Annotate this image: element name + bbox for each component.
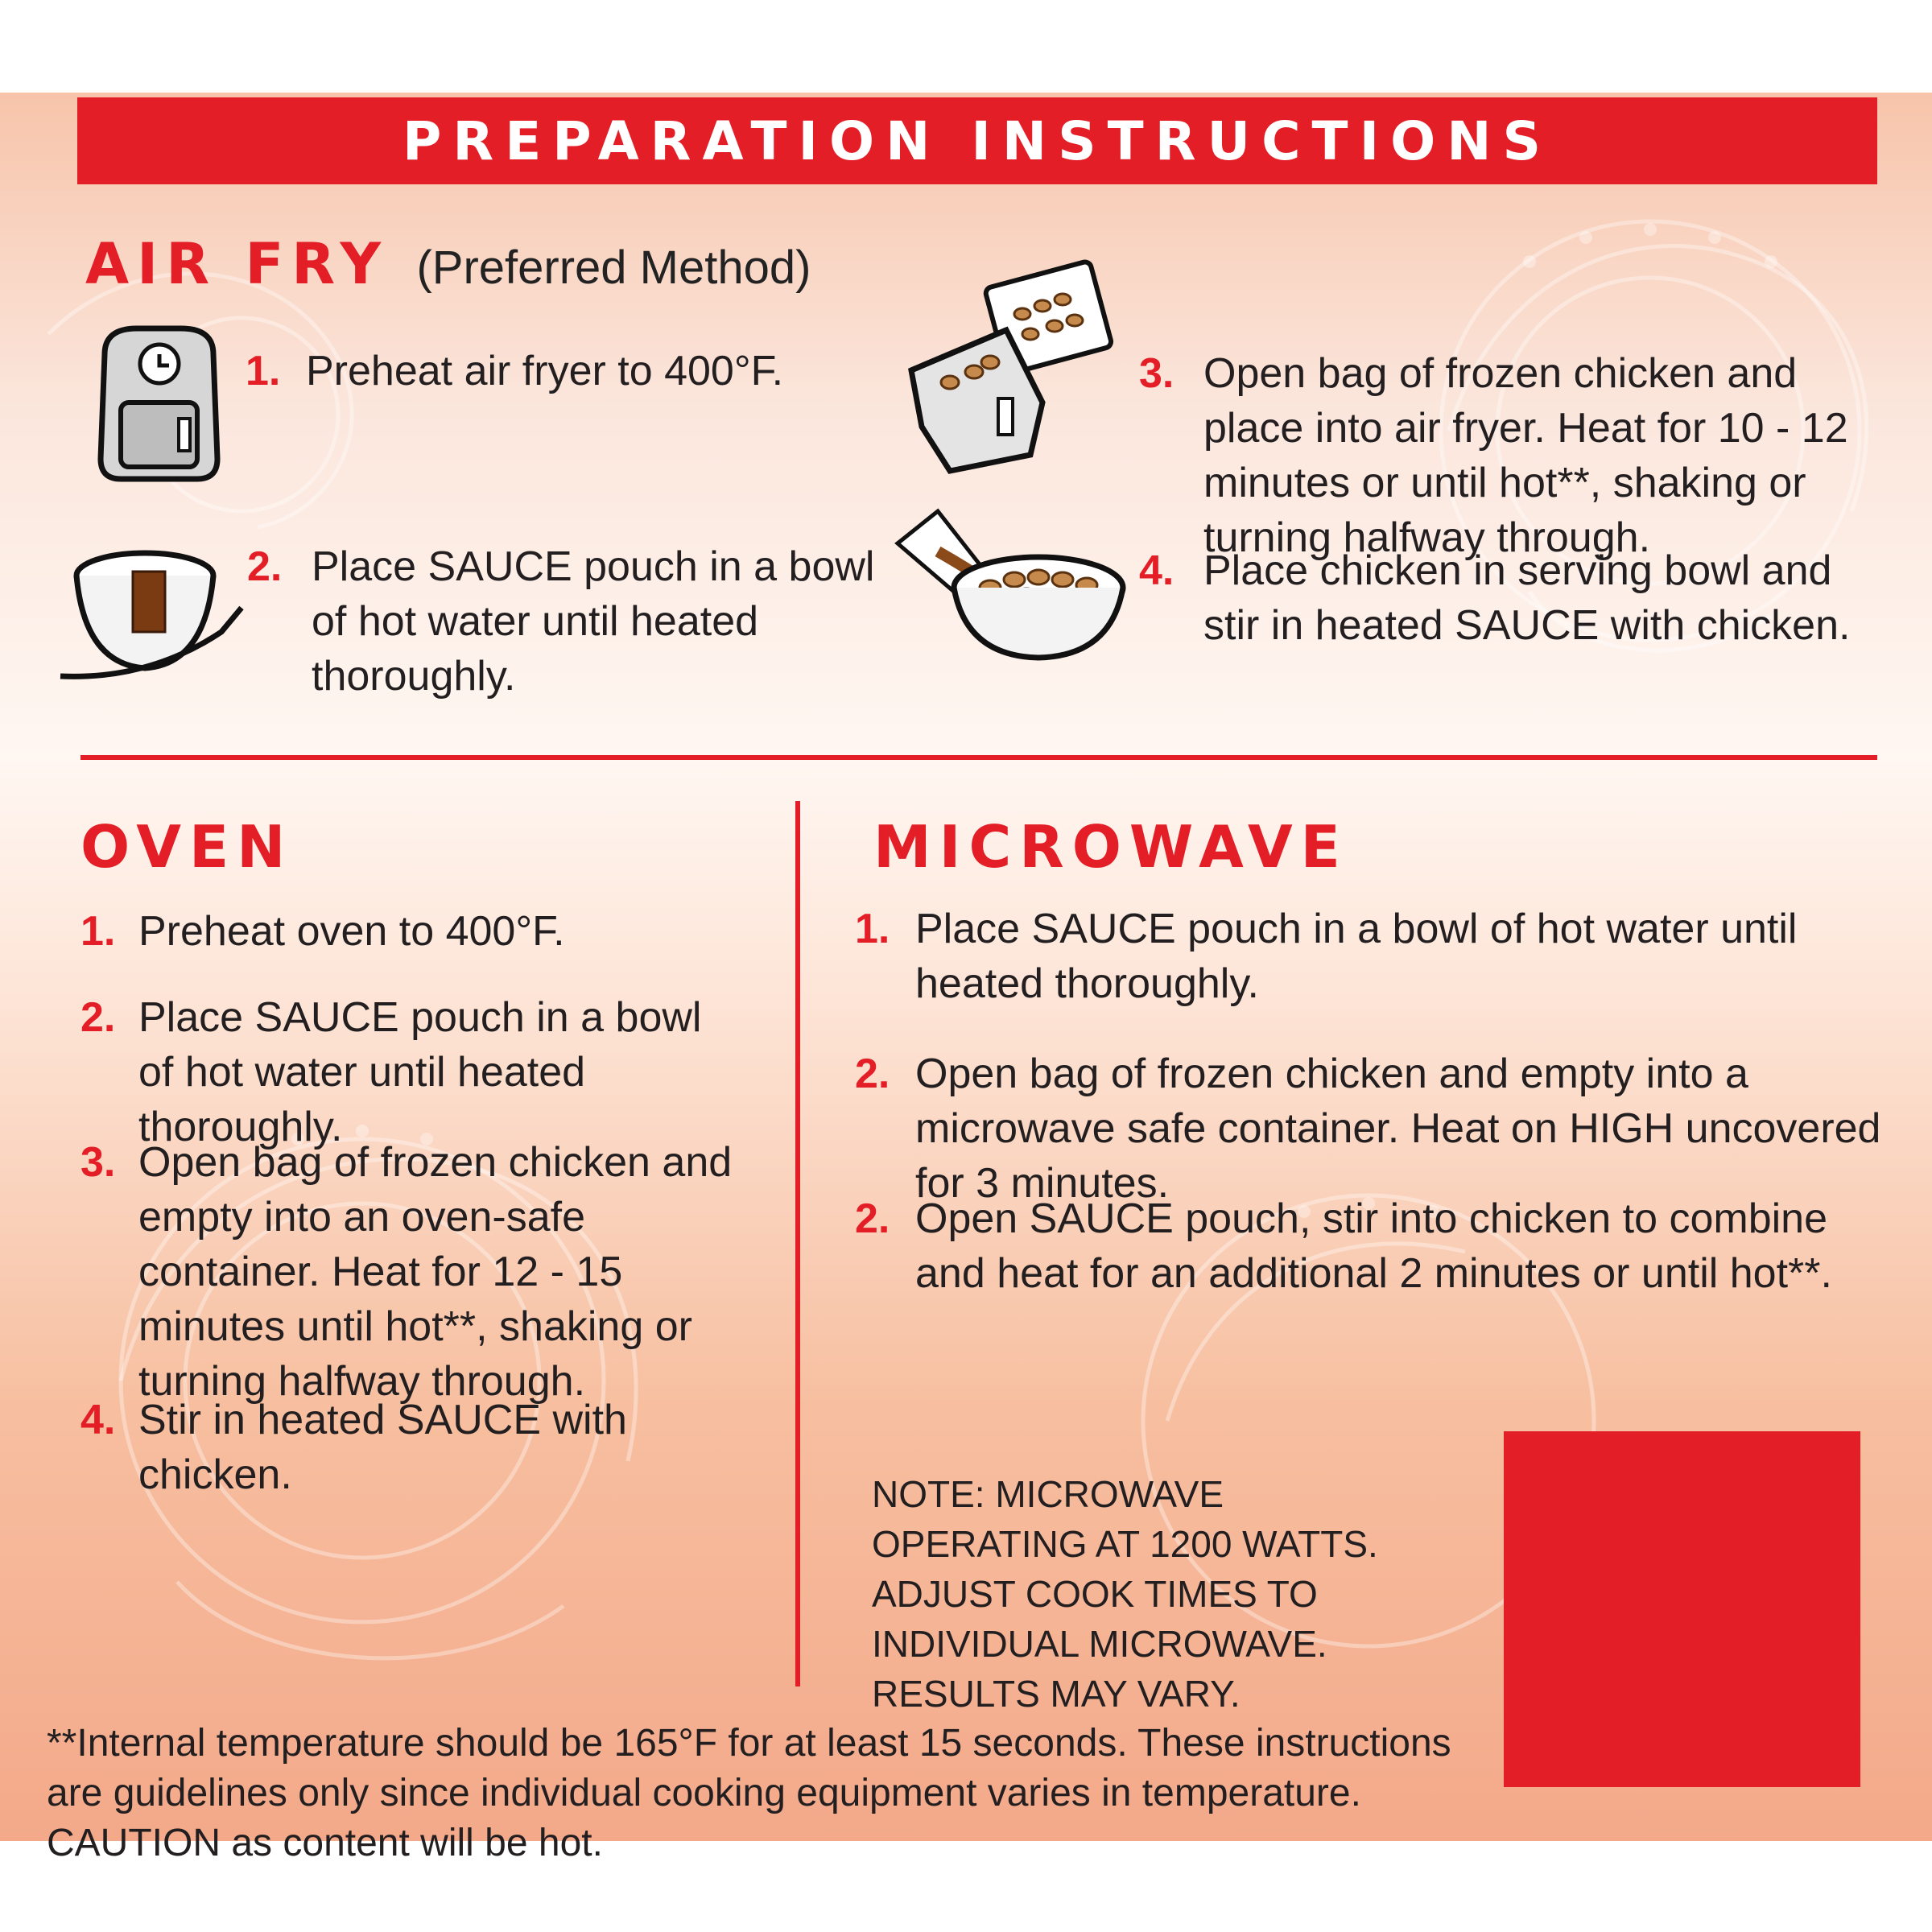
air-fry-step-2 [247,539,883,704]
step-number: 4. [1139,547,1174,594]
microwave-step-3 [855,1191,1885,1301]
step-text: Preheat air fryer to 400°F. [306,348,784,394]
step-text: Place SAUCE pouch in a bowl of hot water until heated thoroughly. [312,543,875,700]
oven-step-3 [80,1135,757,1409]
oven-step-1 [80,904,757,959]
air-fry-title: AIR FRY [85,231,390,297]
step-number: 3. [80,1139,116,1186]
step-number: 3. [1139,350,1174,397]
step-text: Open bag of frozen chicken and empty into an oven-safe container. Heat for 12 - 15 minutes until hot**, shaking or turning halfway through. [138,1139,733,1405]
air-fryer-icon [89,322,229,487]
air-fry-step-3 [1139,346,1888,565]
fryer-basket-chicken-icon [902,250,1119,475]
step-number: 2. [247,543,283,590]
step-number: 1. [855,906,890,952]
step-text: Place SAUCE pouch in a bowl of hot water until heated thoroughly. [915,906,1798,1007]
step-number: 2. [855,1051,890,1097]
preparation-banner [77,97,1877,184]
step-number: 4. [80,1397,116,1443]
step-text: Stir in heated SAUCE with chicken. [138,1397,627,1498]
red-color-block [1504,1431,1860,1787]
step-text: Preheat oven to 400°F. [138,908,565,955]
oven-heading: OVEN [80,813,294,881]
banner-title: PREPARATION INSTRUCTIONS [402,109,1552,172]
step-text: Place chicken in serving bowl and stir in heated SAUCE with chicken. [1203,547,1851,649]
step-number: 1. [246,348,281,394]
section-divider-vertical [795,801,800,1686]
sauce-bowl-icon [60,527,246,688]
air-fry-subtitle: (Preferred Method) [416,242,811,294]
step-text: Place SAUCE pouch in a bowl of hot water until heated thoroughly. [138,994,702,1150]
air-fry-step-4 [1139,543,1880,653]
microwave-step-2 [855,1046,1885,1211]
step-text: Open SAUCE pouch, stir into chicken to combine and heat for an additional 2 minutes or until hot**. [915,1195,1832,1297]
step-text: Open bag of frozen chicken and place into air fryer. Heat for 10 - 12 minutes or until hot**, shaking or turning halfway through. [1203,350,1848,561]
air-fry-step-1 [246,344,890,398]
instructions-panel [0,93,1932,1864]
step-number: 1. [80,908,116,955]
footnote: **Internal temperature should be 165°F for at least 15 seconds. These instructions are guidelines only since individual cooking equipment varies in temperature. CAUTION as content will be hot. [47,1722,1451,1864]
section-divider-horizontal [80,755,1877,760]
microwave-step-1 [855,902,1885,1011]
step-number: 2. [855,1195,890,1242]
oven-step-2 [80,990,741,1154]
step-text: Open bag of frozen chicken and empty into a microwave safe container. Heat on HIGH uncovered for 3 minutes. [915,1051,1881,1207]
oven-step-4 [80,1393,757,1502]
microwave-note: NOTE: MICROWAVE OPERATING AT 1200 WATTS. ADJUST COOK TIMES TO INDIVIDUAL MICROWAVE. RESULTS MAY VARY. [872,1473,1378,1715]
air-fry-heading [85,231,811,297]
serving-bowl-chicken-icon [894,503,1127,664]
step-number: 2. [80,994,116,1041]
microwave-heading: MICROWAVE [873,813,1348,881]
